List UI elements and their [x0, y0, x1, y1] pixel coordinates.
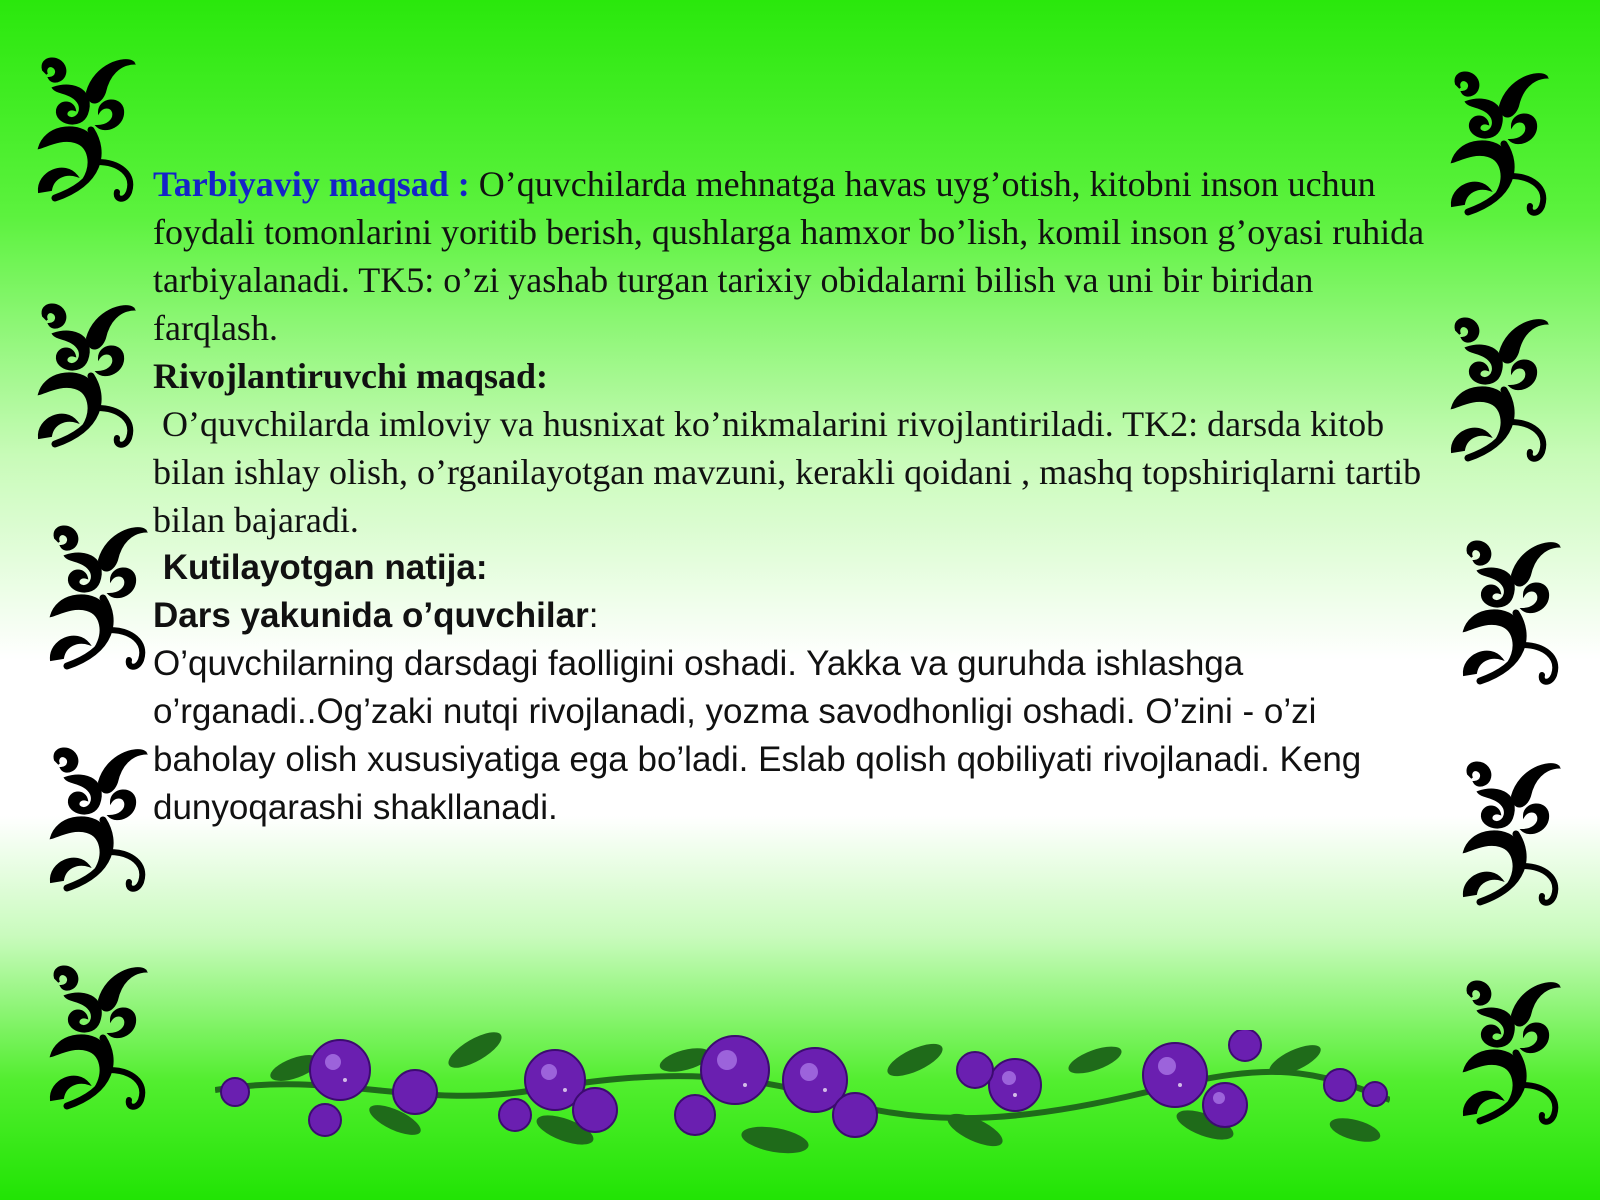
- swirl-ornament-icon: [1460, 975, 1564, 1125]
- developmental-goal-label: Rivojlantiruvchi maqsad:: [153, 356, 549, 396]
- swirl-ornament-icon: [35, 298, 139, 448]
- swirl-ornament-icon: [47, 960, 151, 1110]
- swirl-ornament-icon: [47, 742, 151, 892]
- expected-result-subheading-colon: :: [588, 596, 599, 635]
- swirl-ornament-icon: [35, 52, 139, 202]
- expected-result-label: Kutilayotgan natija:: [153, 548, 488, 587]
- expected-result-subheading: Dars yakunida o’quvchilar: [153, 596, 589, 635]
- lesson-objectives: [153, 160, 1443, 832]
- swirl-ornament-icon: [1448, 312, 1552, 462]
- educational-goal-text: O’quvchilarda mehnatga havas uyg’otish, kitobni inson uchun foydali tomonlarini yoritib berish, qushlarga hamxor bo’lish, komil inson g’oyasi ruhida tarbiyalanadi. TK5: o’zi yashab turgan tarixiy obidalarni bilish va uni bir biridan farqlash.: [153, 164, 1425, 348]
- swirl-ornament-icon: [1460, 535, 1564, 685]
- educational-goal-label: Tarbiyaviy maqsad :: [153, 164, 470, 204]
- educational-goal-paragraph: [153, 160, 1443, 352]
- developmental-goal-text: O’quvchilarda imloviy va husnixat ko’nikmalarini rivojlantiriladi. TK2: darsda kitob bilan ishlay olish, o’rganilayotgan mavzuni, kerakli qoidani , mashq topshiriqlarni tartib bilan bajaradi.: [153, 404, 1431, 540]
- purple-roses-garland-icon: [215, 1030, 1390, 1180]
- expected-result-text: O’quvchilarning darsdagi faolligini oshadi. Yakka va guruhda ishlashga o’rganadi..Og’zaki nutqi rivojlanadi, yozma savodhonligi oshadi. O’zini - o’zi baholay olish xususiyatiga ega bo’ladi. Eslab qolish qobiliyati rivojlanadi. Keng dunyoqarashi shakllanadi.: [153, 644, 1362, 827]
- swirl-ornament-icon: [47, 520, 151, 670]
- expected-result-subheading-line: [153, 592, 1443, 640]
- swirl-ornament-icon: [1448, 66, 1552, 216]
- swirl-ornament-icon: [1460, 756, 1564, 906]
